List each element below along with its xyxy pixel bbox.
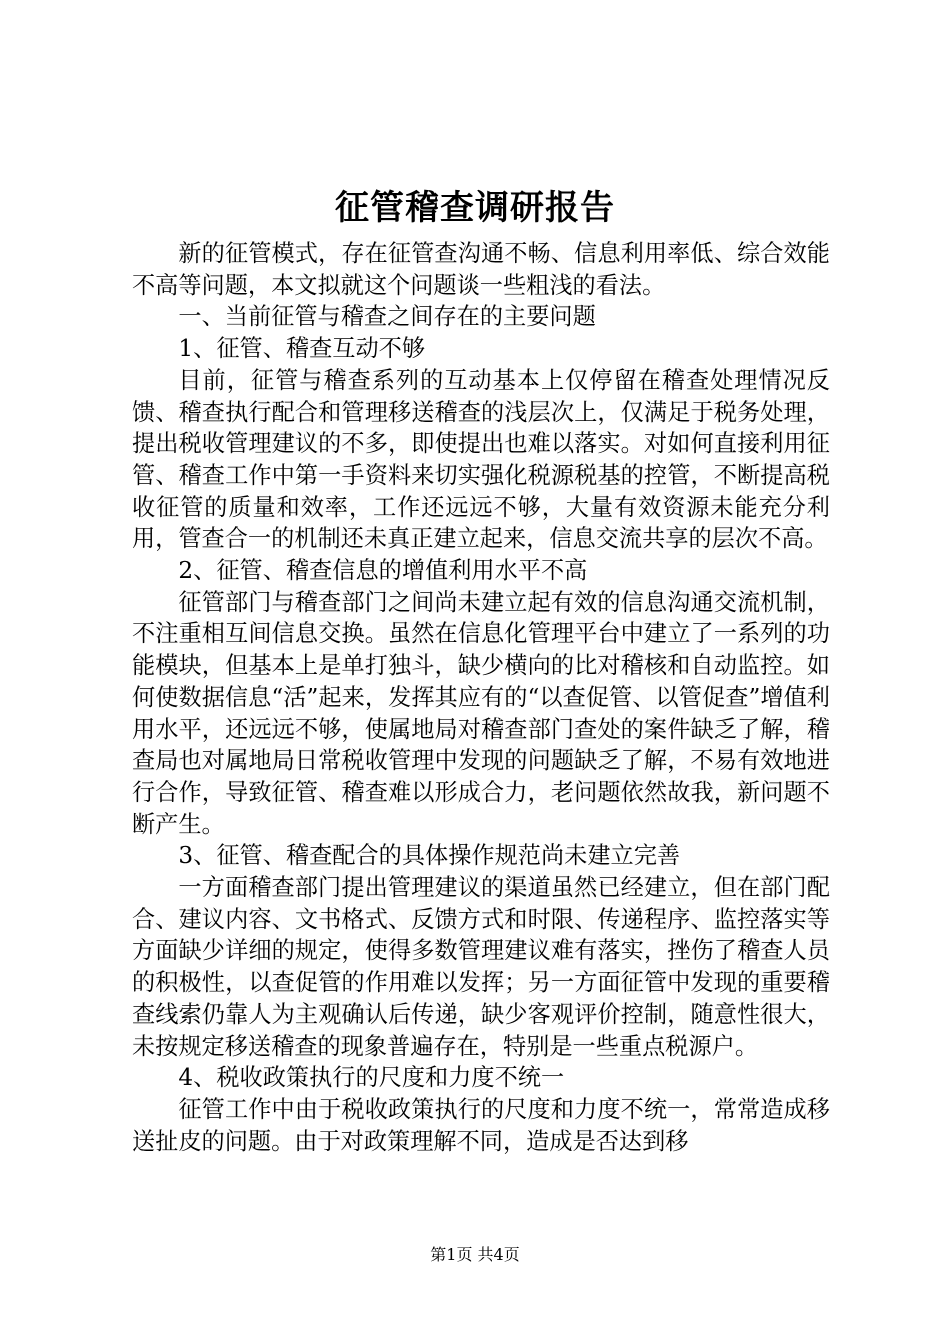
paragraph-3: 一方面稽查部门提出管理建议的渠道虽然已经建立，但在部门配合、建议内容、文书格式、反馈方式和时限、传递程序、监控落实等方面缺少详细的规定，使得多数管理建议难有落实，挫伤了稽查人员的积极性，以查促管的作用难以发挥；另一方面征管中发现的重要稽查线索仍靠人为主观确认后传递，缺少客观评价控制，随意性很大，未按规定移送稽查的现象普遍存在，特别是一些重点税源户。 [132,874,830,1060]
paragraph-2: 征管部门与稽查部门之间尚未建立起有效的信息沟通交流机制，不注重相互间信息交换。虽然在信息化管理平台中建立了一系列的功能模块，但基本上是单打独斗，缺少横向的比对稽核和自动监控。如何使数据信息“活”起来，发挥其应有的“以查促管、以管促查”增值利用水平，还远远不够，使属地局对稽查部门查处的案件缺乏了解，稽查局也对属地局日常税收管理中发现的问题缺乏了解，不易有效地进行合作，导致征管、稽查难以形成合力，老问题依然故我，新问题不断产生。 [132,588,830,838]
subheading-4: 4、税收政策执行的尺度和力度不统一 [178,1064,565,1092]
paragraph-1: 目前，征管与稽查系列的互动基本上仅停留在稽查处理情况反馈、稽查执行配合和管理移送稽查的浅层次上，仅满足于税务处理，提出税收管理建议的不多，即使提出也难以落实。对如何直接利用征管、稽查工作中第一手资料来切实强化税源税基的控管，不断提高税收征管的质量和效率，工作还远远不够，大量有效资源未能充分利用，管查合一的机制还未真正建立起来，信息交流共享的层次不高。 [132,366,830,553]
document-title: 征管稽查调研报告 [335,188,615,228]
paragraph-intro: 新的征管模式，存在征管查沟通不畅、信息利用率低、综合效能不高等问题，本文拟就这个问题谈一些粗浅的看法。 [132,240,830,299]
subheading-2: 2、征管、稽查信息的增值利用水平不高 [178,557,588,585]
page-footer: 第1页 共4页 [430,1245,520,1264]
section-heading-1: 一、当前征管与稽查之间存在的主要问题 [178,303,596,331]
subheading-1: 1、征管、稽查互动不够 [178,335,426,363]
paragraph-4: 征管工作中由于税收政策执行的尺度和力度不统一，常常造成移送扯皮的问题。由于对政策理解不同，造成是否达到移 [132,1095,830,1155]
document-body [132,238,830,1157]
subheading-3: 3、征管、稽查配合的具体操作规范尚未建立完善 [178,842,681,870]
